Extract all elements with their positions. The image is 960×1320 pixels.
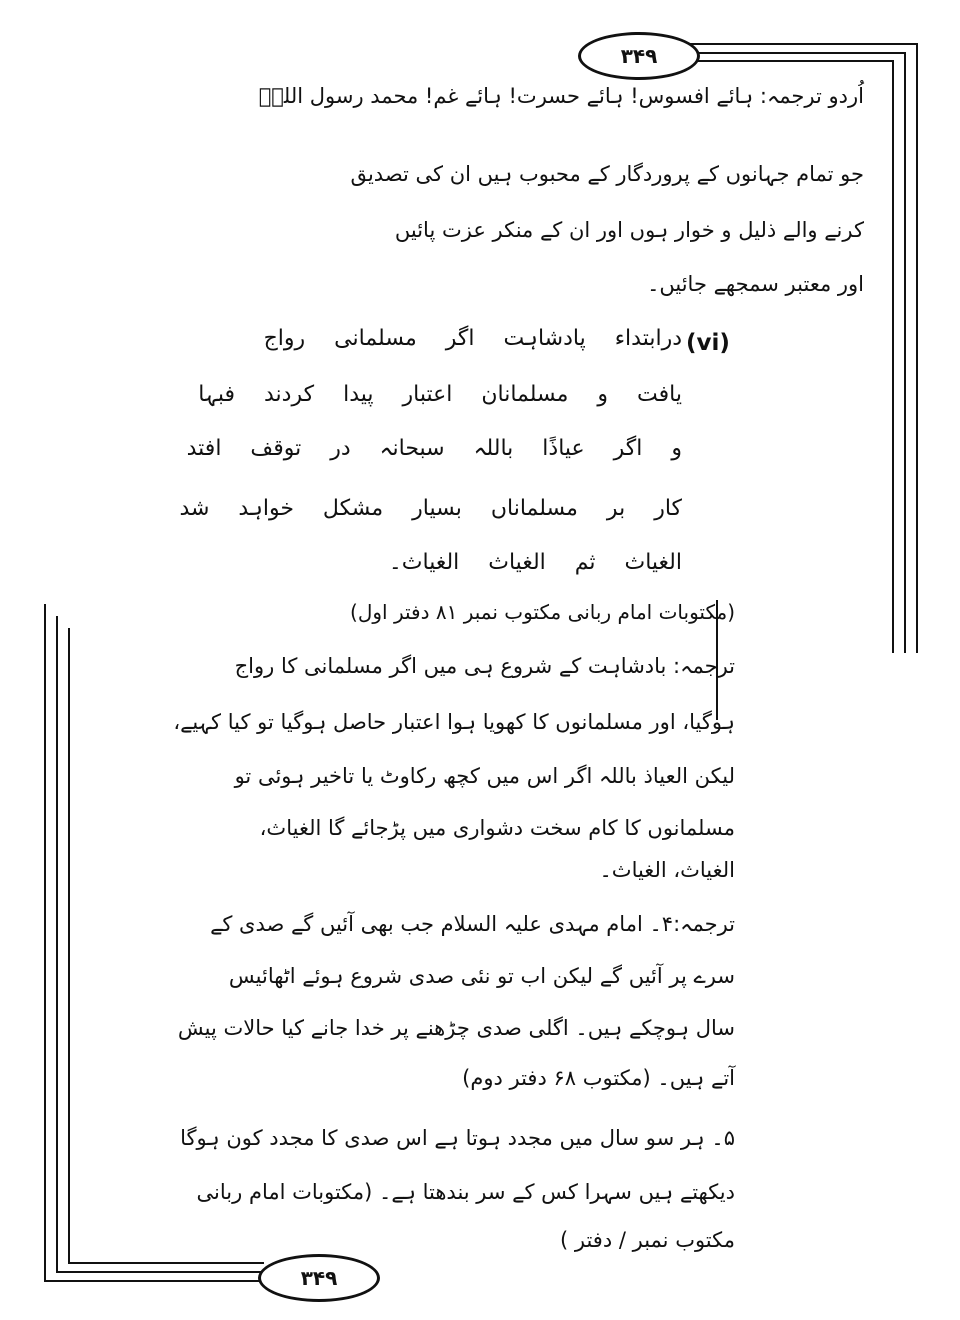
text-line: اور معتبر سمجھے جائیں۔: [647, 272, 864, 296]
text-line: اُردو ترجمہ: ہائے افسوس! ہائے حسرت! ہائے غم! محمد رسول اللہؐ: [258, 84, 864, 108]
text-line: مسلمانوں کا کام سخت دشواری میں پڑجائے گا الغیاث،: [259, 816, 735, 840]
text-line: درابتداء پادشاہت اگر مسلمانی رواج: [263, 326, 682, 351]
text-line: دیکھتے ہیں سہرا کس کے سر بندھتا ہے۔ (مکتوبات امام ربانی: [196, 1180, 735, 1204]
text-line: الغیاث، الغیاث۔: [599, 858, 735, 882]
text-line: ۵۔ ہر سو سال میں مجدد ہوتا ہے اس صدی کا مجدد کون ہوگا: [180, 1126, 735, 1150]
text-line: کار بر مسلماناں بسیار مشکل خواہد شد: [179, 496, 682, 521]
text-line: سال ہوچکے ہیں۔ اگلی صدی چڑھنے پر خدا جانے کیا حالات پیش: [177, 1016, 735, 1040]
frame-right-line-outer: [916, 43, 918, 653]
text-line: یافت و مسلمانان اعتبار پیدا کردند فبہا: [198, 382, 682, 407]
frame-right-line-third: [892, 60, 894, 653]
text-line: الغیاث ثم الغیاث الغیاث۔: [388, 550, 682, 575]
page-number-top: ۳۴۹: [578, 32, 700, 80]
text-line: آتے ہیں۔ (مکتوب ۶۸ دفتر دوم): [462, 1066, 735, 1090]
text-line: مکتوب نمبر / دفتر ): [560, 1228, 735, 1252]
text-line: لیکن العیاذ باللہ اگر اس میں کچھ رکاوٹ یا تاخیر ہوئی تو: [234, 764, 735, 788]
frame-left-line-outer: [44, 604, 46, 1282]
frame-top-line-outer: [690, 43, 918, 45]
text-line: و اگر عیاذًا باللہ سبحانہ در توقف افتد: [186, 436, 682, 461]
frame-bottom-line-inner: [56, 1271, 264, 1273]
text-line: ترجمہ:۴۔ امام مہدی علیہ السلام جب بھی آئیں گے صدی کے: [210, 912, 735, 936]
page-number-bottom: ۳۴۹: [258, 1254, 380, 1302]
frame-left-line-third: [68, 628, 70, 1264]
text-line: کرنے والے ذلیل و خوار ہوں اور ان کے منکر عزت پائیں: [394, 218, 864, 242]
frame-left-line-inner: [56, 616, 58, 1272]
item-marker: (vi): [686, 330, 730, 356]
frame-right-line-inner: [904, 52, 906, 653]
text-line: جو تمام جہانوں کے پروردگار کے محبوب ہیں ان کی تصدیق: [350, 162, 864, 186]
text-line: ہوگیا، اور مسلمانوں کا کھویا ہوا اعتبار حاصل ہوگیا تو کیا کہیے،: [173, 710, 735, 734]
frame-top-line-inner: [690, 52, 906, 54]
text-line: ترجمہ: بادشاہت کے شروع ہی میں اگر مسلمانی کا رواج: [234, 654, 735, 678]
frame-bottom-line-third: [68, 1262, 264, 1264]
frame-bottom-line-outer: [44, 1280, 264, 1282]
frame-top-line-third: [690, 60, 894, 62]
text-line: سرے پر آئیں گے لیکن اب تو نئی صدی شروع ہوئے اٹھائیس: [228, 964, 735, 988]
source-citation: (مکتوبات امام ربانی مکتوب نمبر ۸۱ دفتر اول): [350, 600, 735, 624]
